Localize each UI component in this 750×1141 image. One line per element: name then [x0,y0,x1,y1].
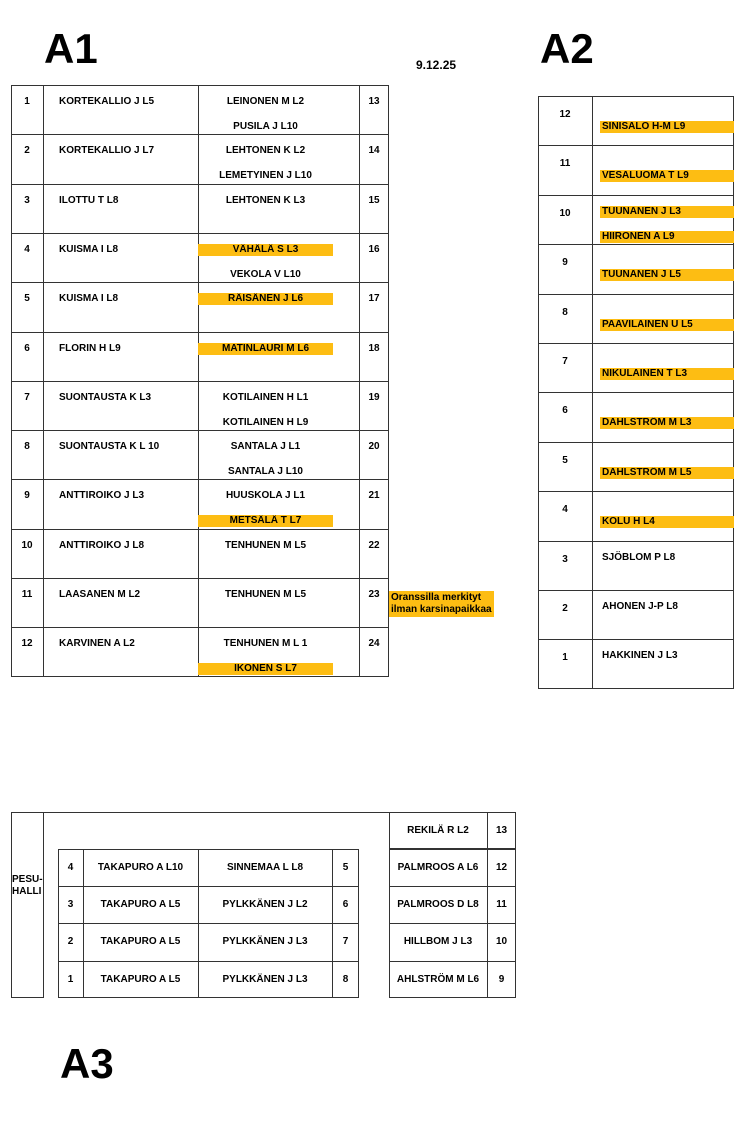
a1-right-stall-number: 20 [368,441,380,452]
a2-horse-highlighted: VESALUOMA T L9 [600,170,734,182]
a1-row-divider [11,184,389,185]
a1-left-stall-number: 6 [24,343,30,354]
a2-horse-highlighted: SINISALO H-M L9 [600,121,734,133]
a3-left-horse: TAKAPURO A L5 [100,936,181,947]
a2-stall-number: 4 [562,504,568,515]
a2-stall-number: 7 [562,356,568,367]
a1-right-horse-bottom: LEMETYINEN J L10 [219,170,312,181]
a2-horse-highlighted: TUUNANEN J L5 [600,269,734,281]
a1-left-horse: ILOTTU T L8 [59,195,119,206]
a2-horse-highlighted: NIKULAINEN T L3 [600,368,734,380]
a1-left-horse: ANTTIROIKO J L8 [59,540,145,551]
a2-stall-number: 2 [562,603,568,614]
a1-right-stall-number: 23 [368,589,380,600]
a1-right-stall-number: 14 [368,145,380,156]
a1-row-divider [11,529,389,530]
a2-stall-number: 3 [562,554,568,565]
a3-row-divider [389,886,516,887]
a1-right-stall-number: 24 [368,638,380,649]
a3-right-horse: AHLSTRÖM M L6 [396,974,480,985]
a2-row-divider [538,244,734,245]
a3-pesuhalli-cell [11,812,44,998]
a3-left-stall-number: 2 [67,936,74,947]
a1-right-stall-number: 21 [368,490,380,501]
a1-row-divider [11,381,389,382]
a2-horse: HAKKINEN J L3 [602,650,678,661]
a2-row-divider [538,392,734,393]
a3-left-horse: TAKAPURO A L5 [100,974,181,985]
a1-right-horse-top: HUUSKOLA J L1 [225,490,306,501]
a2-row-divider [538,491,734,492]
a1-right-horse-top: LEINONEN M L2 [226,96,305,107]
a1-right-horse-top: TENHUNEN M L5 [224,589,307,600]
a1-right-horse-top: SANTALA J L1 [230,441,301,452]
a2-stall-number: 8 [562,307,568,318]
a2-row-divider [538,639,734,640]
a3-right-stall-number: 12 [495,862,508,873]
a1-right-horse-top-highlighted: MATINLAURI M L6 [198,343,333,355]
a1-right-horse-bottom: VEKOLA V L10 [230,269,301,280]
a1-left-horse: KARVINEN A L2 [59,638,135,649]
a1-left-stall-number: 5 [24,293,30,304]
a2-horse: SJÖBLOM P L8 [602,552,676,563]
a2-stall-number: 1 [562,652,568,663]
a1-row-divider [11,479,389,480]
a1-left-stall-number: 3 [24,195,30,206]
a3-middle-stall-number: 8 [342,974,349,985]
a1-left-horse: KORTEKALLIO J L5 [59,96,155,107]
a1-row-divider [11,233,389,234]
a1-right-horse-bottom-highlighted: IKONEN S L7 [198,663,333,675]
a3-left-stall-number: 3 [67,899,74,910]
a2-stall-number: 10 [559,208,571,219]
a1-left-stall-number: 10 [21,540,33,551]
a2-row-divider [538,442,734,443]
a1-left-stall-number: 1 [24,96,30,107]
a3-top-right-horse: REKILÄ R L2 [407,825,469,836]
a1-right-stall-number: 19 [368,392,380,403]
a3-middle-horse: PYLKKÄNEN J L3 [222,936,308,947]
a1-row-divider [11,134,389,135]
a3-pesuhalli-label: HALLI [12,886,42,897]
a3-right-stall-number: 10 [495,936,508,947]
orange-legend-note [389,591,494,617]
a1-left-horse: KUISMA I L8 [59,293,119,304]
a1-right-horse-top: LEHTONEN K L2 [225,145,306,156]
a3-middle-horse: PYLKKÄNEN J L2 [222,899,308,910]
a2-horse-highlighted: HIIRONEN A L9 [600,231,734,243]
a1-right-stall-number: 15 [368,195,380,206]
a1-left-horse: KORTEKALLIO J L7 [59,145,155,156]
a1-left-stall-number: 9 [24,490,30,501]
a2-row-divider [538,145,734,146]
a1-left-stall-number: 8 [24,441,30,452]
a3-pesuhalli-label: PESU- [12,874,43,885]
a2-stall-number: 11 [559,158,571,169]
a1-left-horse: FLORIN H L9 [59,343,121,354]
a3-left-horse: TAKAPURO A L5 [100,899,181,910]
a1-right-horse-bottom: KOTILAINEN H L9 [222,417,309,428]
a1-right-horse-top-highlighted: RÄISÄNEN J L6 [198,293,333,305]
a1-left-horse: ANTTIROIKO J L3 [59,490,145,501]
a3-right-stall-number: 11 [496,899,507,910]
a1-row-divider [11,627,389,628]
a1-left-horse: SUONTAUSTA K L3 [59,392,152,403]
a3-heading: A3 [60,1040,114,1087]
a3-right-horse: PALMROOS A L6 [397,862,479,873]
a1-left-stall-number: 7 [24,392,30,403]
a3-middle-stall-number: 5 [342,862,349,873]
a2-heading: A2 [540,25,594,72]
a1-left-horse: LAASANEN M L2 [59,589,141,600]
a1-heading: A1 [44,25,98,72]
a1-right-horse-bottom: PUSILA J L10 [233,121,298,132]
a1-right-horse-top: KOTILAINEN H L1 [222,392,309,403]
a1-row-divider [11,430,389,431]
a1-left-horse: SUONTAUSTA K L 10 [59,441,160,452]
a2-horse-highlighted: PAAVILAINEN U L5 [600,319,734,331]
a1-right-horse-top: LEHTONEN K L3 [225,195,306,206]
a3-left-stall-number: 4 [67,862,74,873]
a3-right-horse: PALMROOS D L8 [397,899,479,910]
a1-row-divider [11,282,389,283]
a2-row-divider [538,294,734,295]
a1-right-horse-bottom: SANTALA J L10 [227,466,303,477]
a3-top-right-number: 13 [495,825,508,836]
a2-row-divider [538,195,734,196]
a1-right-stall-number: 16 [368,244,380,255]
legend-line-1: Oranssilla merkityt [391,592,482,603]
date-label: 9.12.25 [416,58,457,72]
a2-row-divider [538,590,734,591]
a1-right-stall-number: 13 [368,96,380,107]
a3-left-stall-number: 1 [67,974,74,985]
a1-right-horse-top: TENHUNEN M L 1 [223,638,308,649]
a3-middle-horse: PYLKKÄNEN J L3 [222,974,308,985]
a2-horse: AHONEN J-P L8 [602,601,678,612]
a1-row-divider [11,578,389,579]
a1-right-horse-top-highlighted: VÄHÄLÄ S L3 [198,244,333,256]
a2-row-divider [538,343,734,344]
a1-right-stall-number: 18 [368,343,380,354]
a2-stall-number: 12 [559,109,571,120]
a1-right-stall-number: 17 [368,293,380,304]
a3-middle-stall-number: 6 [342,899,349,910]
a2-horse-highlighted: DAHLSTRÖM M L3 [600,417,734,429]
a2-horse-highlighted: DAHLSTRÖM M L5 [600,467,734,479]
a3-right-horse: HILLBOM J L3 [403,936,473,947]
a1-row-divider [11,332,389,333]
a2-row-divider [538,541,734,542]
a1-left-stall-number: 11 [21,589,33,600]
a3-row-divider [58,886,359,887]
a1-right-horse-bottom-highlighted: METSÄLÄ T L7 [198,515,333,527]
a1-right-horse-top: TENHUNEN M L5 [224,540,307,551]
a1-left-stall-number: 12 [21,638,33,649]
a1-left-stall-number: 4 [24,244,30,255]
a3-middle-stall-number: 7 [342,936,349,947]
a3-row-divider [389,961,516,962]
a3-right-stall-number: 9 [498,974,505,985]
a2-horse-highlighted: TUUNANEN J L3 [600,206,734,218]
a2-stall-number: 5 [562,455,568,466]
a3-row-divider [58,923,359,924]
a2-horse-highlighted: KOLU H L4 [600,516,734,528]
a1-left-stall-number: 2 [24,145,30,156]
legend-line-2: ilman karsinapaikkaa [391,604,492,615]
a3-middle-horse: SINNEMAA L L8 [226,862,304,873]
a3-row-divider [389,923,516,924]
a1-right-stall-number: 22 [368,540,380,551]
a2-stall-number: 6 [562,405,568,416]
a1-left-horse: KUISMA I L8 [59,244,119,255]
a3-left-horse: TAKAPURO A L10 [97,862,184,873]
a3-row-divider [58,961,359,962]
a2-stall-number: 9 [562,257,568,268]
